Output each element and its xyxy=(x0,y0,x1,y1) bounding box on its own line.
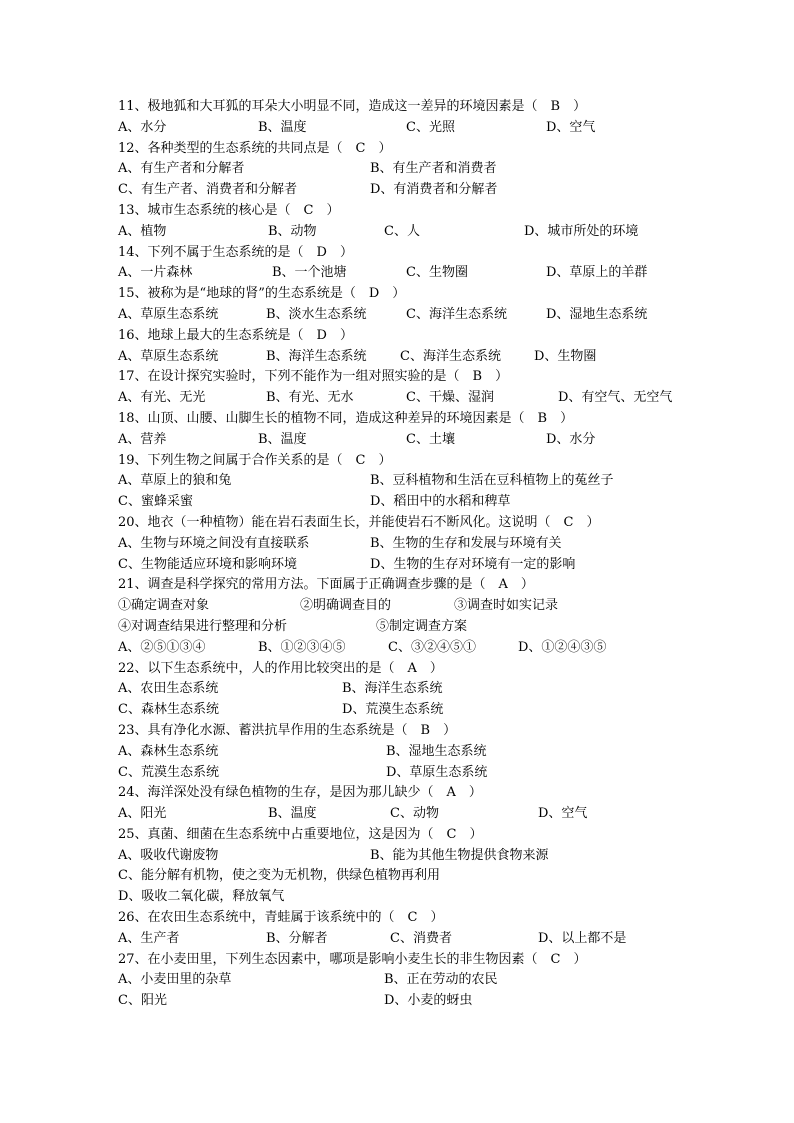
answer-option: C、光照 xyxy=(406,119,455,135)
answer-option: D、生物圈 xyxy=(534,348,597,364)
answer-option: D、稻田中的水稻和稗草 xyxy=(370,494,511,510)
answer-option: D、吸收二氧化碳，释放氧气 xyxy=(118,889,285,905)
question-stem: 19、下列生物之间属于合作关系的是（ C ） xyxy=(118,452,392,468)
question-stem: 25、真菌、细菌在生态系统中占重要地位，这是因为（ C ） xyxy=(118,826,483,842)
answer-option: B、①②③④⑤ xyxy=(258,639,346,655)
answer-option: B、有光、无水 xyxy=(266,390,354,406)
answer-option: C、海洋生态系统 xyxy=(406,306,507,322)
answer-option: C、能分解有机物，使之变为无机物，供绿色植物再利用 xyxy=(118,868,440,884)
answer-option: A、吸收代谢废物 xyxy=(118,847,219,863)
answer-option: B、一个池塘 xyxy=(272,265,347,281)
question-stem: 22、以下生态系统中，人的作用比较突出的是（ A ） xyxy=(118,660,443,676)
answer-option: B、温度 xyxy=(258,119,307,135)
question-sheet xyxy=(118,97,718,1012)
answer-option: C、阳光 xyxy=(118,993,167,1009)
option-row xyxy=(118,180,718,201)
option-row xyxy=(118,555,718,576)
answer-option: C、干燥、湿润 xyxy=(406,390,494,406)
question-stem: 26、在农田生态系统中，青蛙属于该系统中的（ C ） xyxy=(118,910,444,926)
option-row xyxy=(118,159,718,180)
option-row xyxy=(118,617,718,638)
answer-option: B、温度 xyxy=(268,806,317,822)
answer-option: C、人 xyxy=(384,223,420,239)
answer-option: C、生物圈 xyxy=(406,265,468,281)
answer-option: A、营养 xyxy=(118,431,167,447)
answer-option: ③调查时如实记录 xyxy=(454,598,559,614)
option-row xyxy=(118,263,718,284)
answer-option: C、海洋生态系统 xyxy=(400,348,501,364)
answer-option: A、生产者 xyxy=(118,930,180,946)
answer-option: A、水分 xyxy=(118,119,167,135)
question-stem: 24、海洋深处没有绿色植物的生存，是因为那儿缺少（ A ） xyxy=(118,785,482,801)
option-row xyxy=(118,991,718,1012)
question-stem: 13、城市生态系统的核心是（ C ） xyxy=(118,202,340,218)
option-row xyxy=(118,970,718,991)
answer-option: C、森林生态系统 xyxy=(118,702,219,718)
option-row xyxy=(118,534,718,555)
answer-option: C、蜜蜂采蜜 xyxy=(118,494,193,510)
answer-option: A、草原生态系统 xyxy=(118,348,219,364)
answer-option: A、有光、无光 xyxy=(118,390,206,406)
option-row xyxy=(118,347,718,368)
option-row xyxy=(118,763,718,784)
answer-option: ②明确调查目的 xyxy=(300,598,392,614)
answer-option: A、植物 xyxy=(118,223,167,239)
question-stem: 16、地球上最大的生态系统是（ D ） xyxy=(118,327,353,343)
answer-option: A、一片森林 xyxy=(118,265,193,281)
answer-option: B、能为其他生物提供食物来源 xyxy=(370,847,549,863)
answer-option: D、荒漠生态系统 xyxy=(342,702,444,718)
answer-option: A、草原生态系统 xyxy=(118,306,219,322)
answer-option: D、小麦的蚜虫 xyxy=(384,993,473,1009)
answer-option: ⑤制定调查方案 xyxy=(376,618,468,634)
question-stem: 17、在设计探究实验时，下列不能作为一组对照实验的是（ B ） xyxy=(118,369,509,385)
option-row xyxy=(118,305,718,326)
question-stem: 21、调查是科学探究的常用方法。下面属于正确调查步骤的是（ A ） xyxy=(118,577,534,593)
answer-option: A、生物与环境之间没有直接联系 xyxy=(118,535,310,551)
answer-option: B、有生产者和消费者 xyxy=(370,161,497,177)
answer-option: B、海洋生态系统 xyxy=(266,348,367,364)
answer-option: B、海洋生态系统 xyxy=(342,681,443,697)
answer-option: D、水分 xyxy=(546,431,596,447)
answer-option: C、有生产者、消费者和分解者 xyxy=(118,182,297,198)
answer-option: D、草原上的羊群 xyxy=(546,265,648,281)
question-stem: 23、具有净化水源、蓄洪抗旱作用的生态系统是（ B ） xyxy=(118,722,457,738)
answer-option: B、分解者 xyxy=(266,930,328,946)
answer-option: B、豆科植物和生活在豆科植物上的菟丝子 xyxy=(370,473,614,489)
answer-option: C、土壤 xyxy=(406,431,455,447)
option-row xyxy=(118,430,718,451)
option-row xyxy=(118,388,718,409)
answer-option: B、温度 xyxy=(258,431,307,447)
answer-option: A、有生产者和分解者 xyxy=(118,161,245,177)
option-row xyxy=(118,887,718,908)
answer-option: D、草原生态系统 xyxy=(386,764,488,780)
option-row xyxy=(118,492,718,513)
option-row xyxy=(118,804,718,825)
question-stem: 20、地衣（一种植物）能在岩石表面生长，并能使岩石不断风化。这说明（ C ） xyxy=(118,514,600,530)
option-row xyxy=(118,742,718,763)
question-stem: 18、山顶、山腰、山脚生长的植物不同，造成这种差异的环境因素是（ B ） xyxy=(118,410,574,426)
option-row xyxy=(118,638,718,659)
answer-option: A、农田生态系统 xyxy=(118,681,219,697)
answer-option: ①确定调查对象 xyxy=(118,598,210,614)
answer-option: A、森林生态系统 xyxy=(118,743,219,759)
answer-option: B、正在劳动的农民 xyxy=(384,972,498,988)
answer-option: A、②⑤①③④ xyxy=(118,639,206,655)
question-stem: 11、极地狐和大耳狐的耳朵大小明显不同，造成这一差异的环境因素是（ B ） xyxy=(118,99,587,114)
answer-option: D、城市所处的环境 xyxy=(524,223,639,239)
question-stem: 27、在小麦田里，下列生态因素中，哪项是影响小麦生长的非生物因素（ C ） xyxy=(118,951,587,967)
option-row xyxy=(118,846,718,867)
answer-option: D、以上都不是 xyxy=(538,930,627,946)
answer-option: D、空气 xyxy=(538,806,588,822)
answer-option: D、有消费者和分解者 xyxy=(370,182,498,198)
answer-option: C、③②④⑤① xyxy=(388,639,476,655)
answer-option: B、动物 xyxy=(268,223,317,239)
answer-option: D、空气 xyxy=(546,119,596,135)
answer-option: C、消费者 xyxy=(390,930,452,946)
question-stem: 14、下列不属于生态系统的是（ D ） xyxy=(118,244,353,260)
answer-option: B、淡水生态系统 xyxy=(266,306,367,322)
option-row xyxy=(118,222,718,243)
answer-option: A、小麦田里的杂草 xyxy=(118,972,232,988)
answer-option: B、生物的生存和发展与环境有关 xyxy=(370,535,562,551)
question-stem: 15、被称为是“地球的肾”的生态系统是（ D ） xyxy=(118,286,406,302)
answer-option: D、有空气、无空气 xyxy=(558,390,673,406)
answer-option: A、阳光 xyxy=(118,806,167,822)
option-row xyxy=(118,118,718,139)
answer-option: A、草原上的狼和兔 xyxy=(118,473,232,489)
option-row xyxy=(118,700,718,721)
answer-option: D、①②④③⑤ xyxy=(518,639,607,655)
answer-option: B、湿地生态系统 xyxy=(386,743,487,759)
answer-option: C、荒漠生态系统 xyxy=(118,764,219,780)
option-row xyxy=(118,929,718,950)
answer-option: D、湿地生态系统 xyxy=(546,306,648,322)
answer-option: C、动物 xyxy=(390,806,439,822)
option-row xyxy=(118,679,718,700)
option-row xyxy=(118,866,718,887)
answer-option: ④对调查结果进行整理和分析 xyxy=(118,618,288,634)
answer-option: C、生物能适应环境和影响环境 xyxy=(118,556,297,572)
option-row xyxy=(118,471,718,492)
option-row xyxy=(118,596,718,617)
answer-option: D、生物的生存对环境有一定的影响 xyxy=(370,556,576,572)
question-stem: 12、各种类型的生态系统的共同点是（ C ） xyxy=(118,140,392,156)
